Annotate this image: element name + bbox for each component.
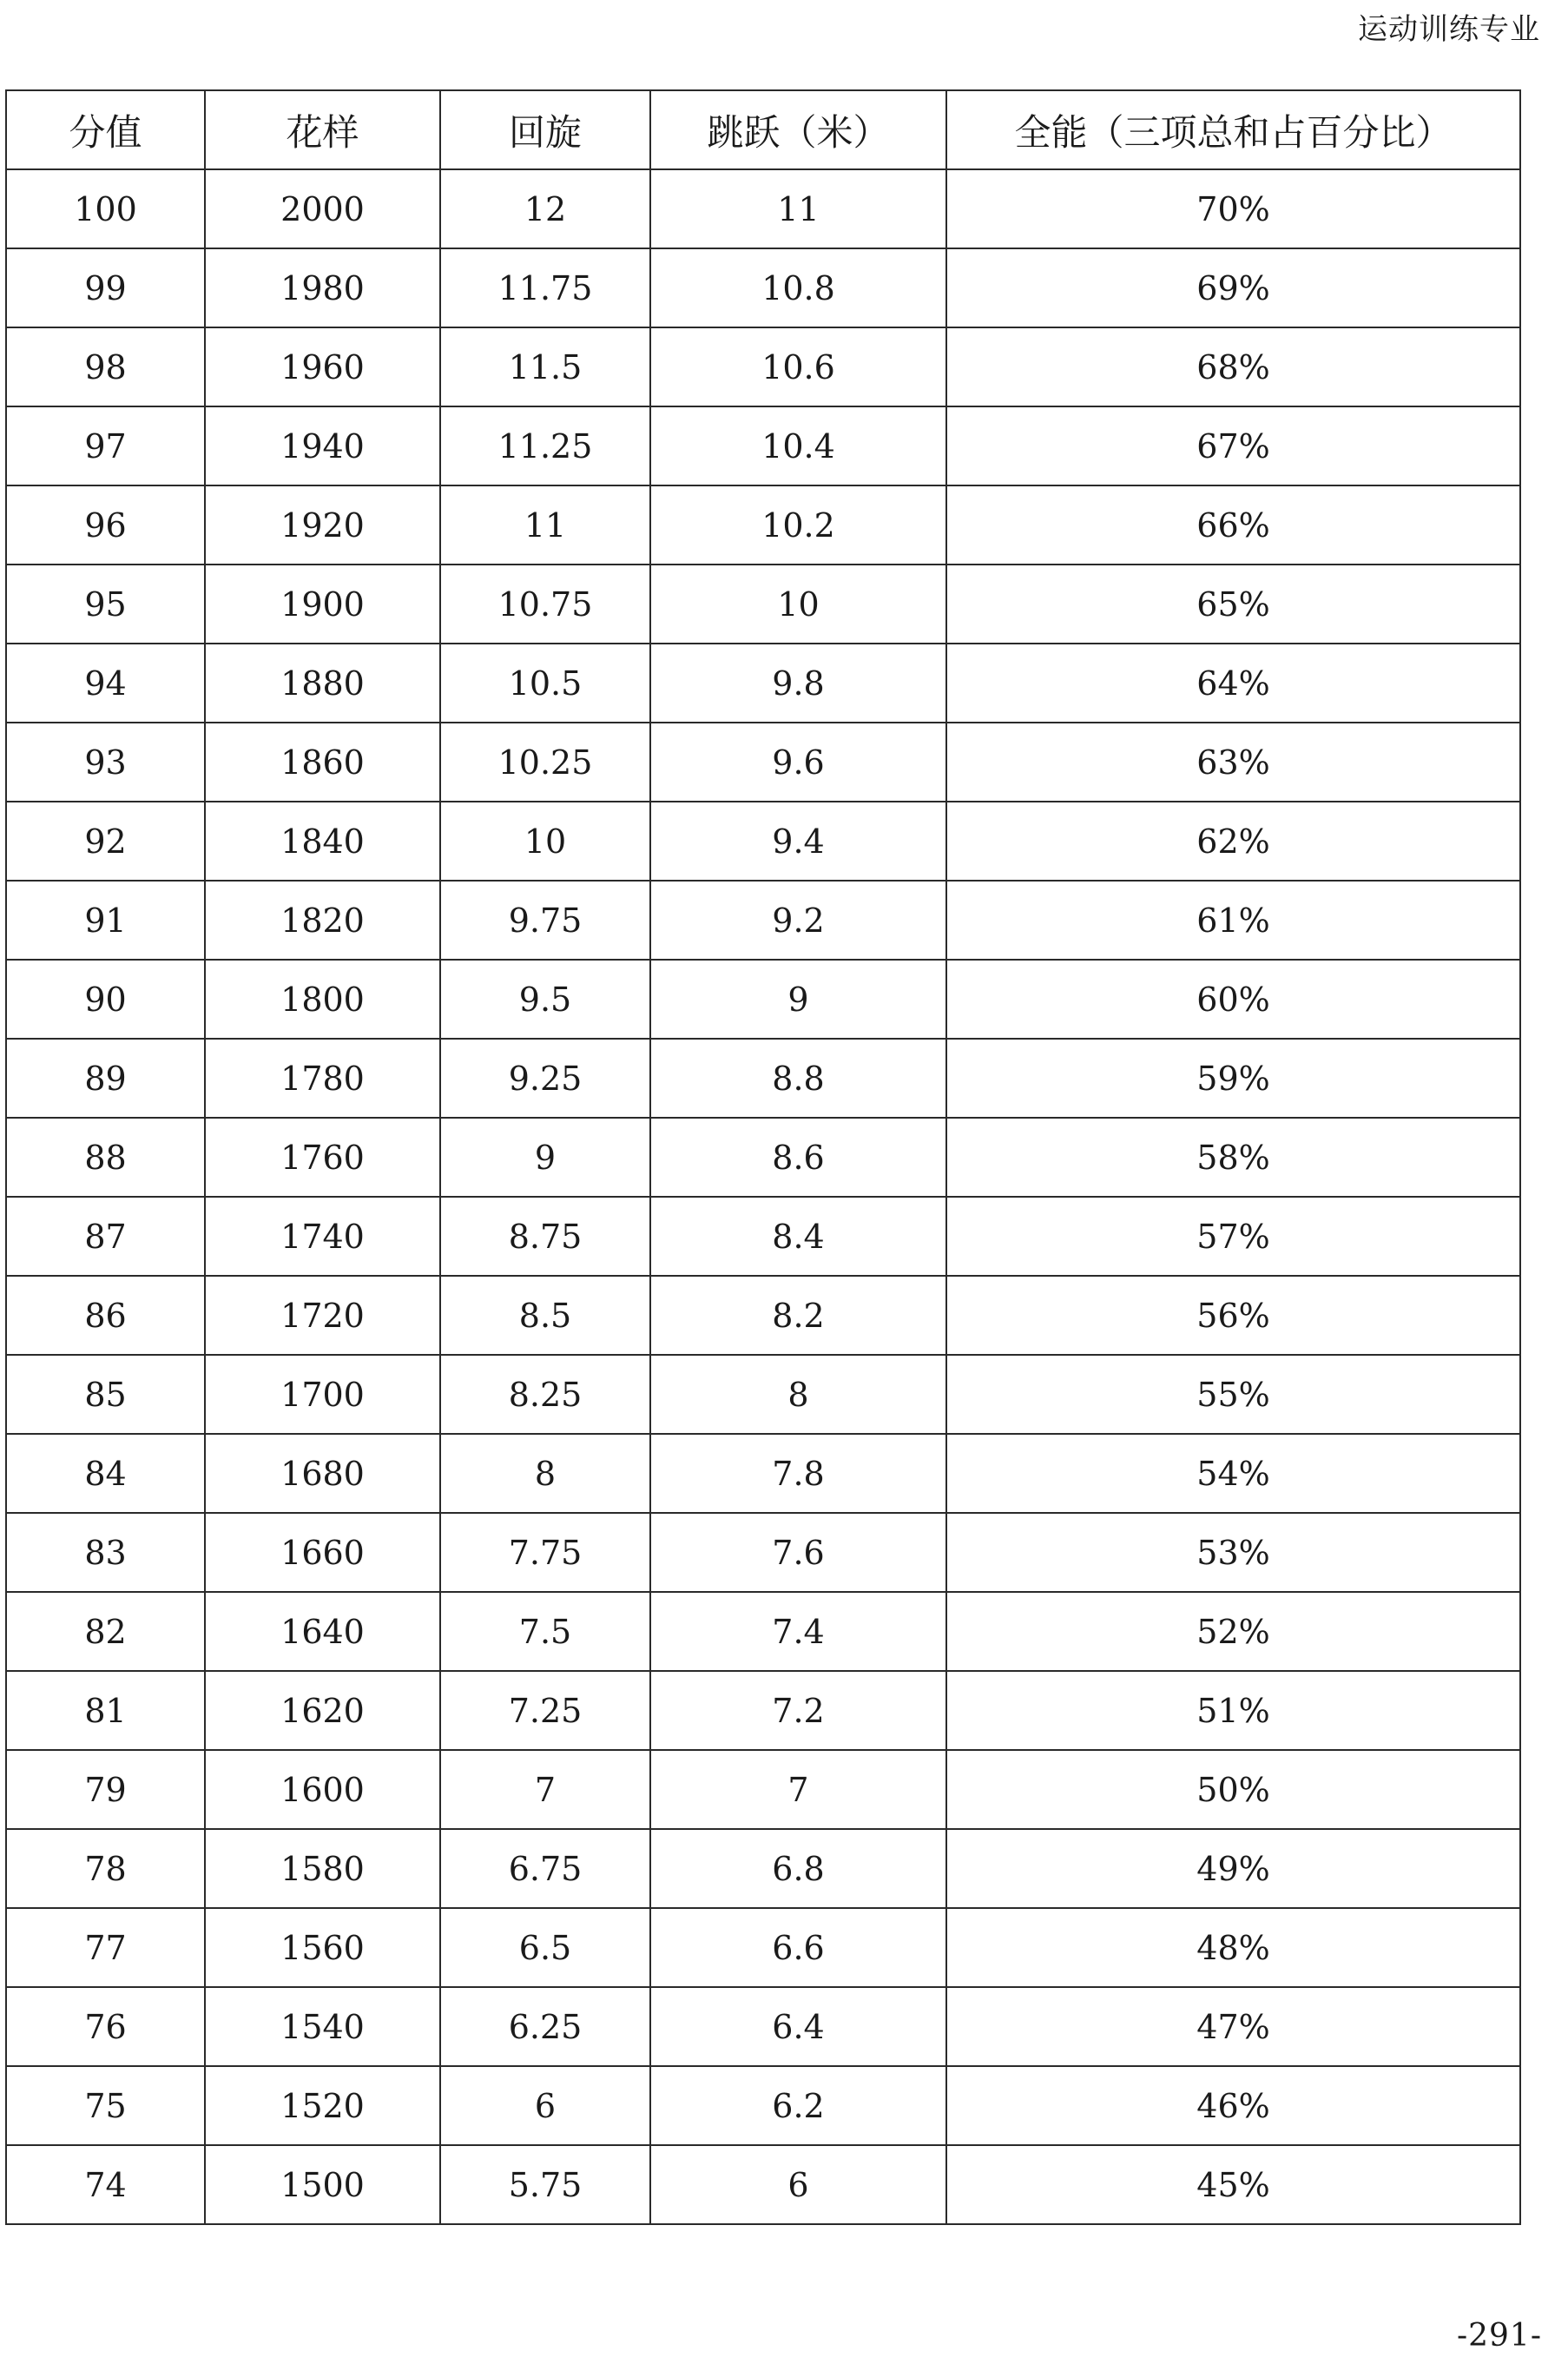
table-row (6, 248, 1520, 327)
cell-rotation: 10.25 (440, 723, 650, 802)
cell-rotation: 7 (440, 1750, 650, 1829)
cell-score: 91 (6, 881, 205, 960)
cell-all-round: 50% (946, 1750, 1520, 1829)
cell-pattern: 1700 (205, 1355, 440, 1434)
cell-score: 92 (6, 802, 205, 881)
table-row (6, 485, 1520, 565)
table-row (6, 723, 1520, 802)
cell-all-round: 52% (946, 1592, 1520, 1671)
cell-rotation: 8.5 (440, 1276, 650, 1355)
cell-jump: 8 (650, 1355, 946, 1434)
cell-jump: 8.4 (650, 1197, 946, 1276)
column-header-rotation: 回旋 (440, 90, 650, 169)
cell-score: 82 (6, 1592, 205, 1671)
cell-pattern: 1820 (205, 881, 440, 960)
cell-pattern: 1940 (205, 406, 440, 485)
cell-all-round: 61% (946, 881, 1520, 960)
table-row (6, 802, 1520, 881)
cell-jump: 10.2 (650, 485, 946, 565)
cell-pattern: 1840 (205, 802, 440, 881)
cell-pattern: 1900 (205, 565, 440, 644)
cell-jump: 7.4 (650, 1592, 946, 1671)
cell-pattern: 1860 (205, 723, 440, 802)
cell-rotation: 9 (440, 1118, 650, 1197)
cell-pattern: 2000 (205, 169, 440, 248)
cell-pattern: 1780 (205, 1039, 440, 1118)
cell-rotation: 10 (440, 802, 650, 881)
cell-jump: 9.6 (650, 723, 946, 802)
cell-rotation: 11 (440, 485, 650, 565)
table-row (6, 2145, 1520, 2224)
cell-all-round: 56% (946, 1276, 1520, 1355)
cell-jump: 7.6 (650, 1513, 946, 1592)
cell-rotation: 6.75 (440, 1829, 650, 1908)
cell-score: 85 (6, 1355, 205, 1434)
table-row (6, 169, 1520, 248)
table-row (6, 1829, 1520, 1908)
cell-pattern: 1920 (205, 485, 440, 565)
cell-jump: 10.4 (650, 406, 946, 485)
cell-score: 77 (6, 1908, 205, 1987)
cell-jump: 10.6 (650, 327, 946, 406)
table-row (6, 1750, 1520, 1829)
table-row (6, 644, 1520, 723)
cell-score: 98 (6, 327, 205, 406)
cell-all-round: 47% (946, 1987, 1520, 2066)
cell-score: 78 (6, 1829, 205, 1908)
table-row (6, 406, 1520, 485)
cell-score: 89 (6, 1039, 205, 1118)
cell-jump: 9.8 (650, 644, 946, 723)
cell-pattern: 1640 (205, 1592, 440, 1671)
cell-jump: 11 (650, 169, 946, 248)
cell-rotation: 7.25 (440, 1671, 650, 1750)
table-row (6, 1987, 1520, 2066)
cell-score: 94 (6, 644, 205, 723)
cell-rotation: 11.25 (440, 406, 650, 485)
cell-all-round: 65% (946, 565, 1520, 644)
cell-all-round: 45% (946, 2145, 1520, 2224)
cell-rotation: 11.75 (440, 248, 650, 327)
table-row (6, 1118, 1520, 1197)
table-row (6, 1434, 1520, 1513)
cell-all-round: 51% (946, 1671, 1520, 1750)
cell-rotation: 9.75 (440, 881, 650, 960)
cell-all-round: 60% (946, 960, 1520, 1039)
cell-jump: 10 (650, 565, 946, 644)
table-row (6, 327, 1520, 406)
cell-jump: 9.4 (650, 802, 946, 881)
cell-all-round: 58% (946, 1118, 1520, 1197)
table-row (6, 565, 1520, 644)
table-row (6, 881, 1520, 960)
running-header: 运动训练专业 (1358, 12, 1540, 47)
cell-rotation: 10.5 (440, 644, 650, 723)
cell-pattern: 1620 (205, 1671, 440, 1750)
cell-jump: 8.2 (650, 1276, 946, 1355)
cell-rotation: 9.25 (440, 1039, 650, 1118)
table-row (6, 1355, 1520, 1434)
table-row (6, 1671, 1520, 1750)
cell-jump: 9 (650, 960, 946, 1039)
cell-all-round: 46% (946, 2066, 1520, 2145)
table-row (6, 1039, 1520, 1118)
cell-jump: 6.4 (650, 1987, 946, 2066)
table-row (6, 1908, 1520, 1987)
cell-all-round: 62% (946, 802, 1520, 881)
table-row (6, 1592, 1520, 1671)
column-header-all-round: 全能（三项总和占百分比） (946, 90, 1520, 169)
cell-rotation: 8.75 (440, 1197, 650, 1276)
cell-score: 81 (6, 1671, 205, 1750)
cell-score: 86 (6, 1276, 205, 1355)
cell-jump: 6.8 (650, 1829, 946, 1908)
cell-score: 84 (6, 1434, 205, 1513)
page-number: -291- (1456, 2318, 1542, 2354)
cell-score: 76 (6, 1987, 205, 2066)
cell-pattern: 1560 (205, 1908, 440, 1987)
cell-score: 87 (6, 1197, 205, 1276)
cell-jump: 7.8 (650, 1434, 946, 1513)
table-row (6, 1513, 1520, 1592)
cell-score: 74 (6, 2145, 205, 2224)
cell-rotation: 7.5 (440, 1592, 650, 1671)
cell-all-round: 53% (946, 1513, 1520, 1592)
cell-pattern: 1520 (205, 2066, 440, 2145)
cell-rotation: 7.75 (440, 1513, 650, 1592)
cell-pattern: 1680 (205, 1434, 440, 1513)
cell-pattern: 1880 (205, 644, 440, 723)
cell-jump: 7.2 (650, 1671, 946, 1750)
column-header-score: 分值 (6, 90, 205, 169)
cell-jump: 6.6 (650, 1908, 946, 1987)
cell-all-round: 57% (946, 1197, 1520, 1276)
cell-pattern: 1760 (205, 1118, 440, 1197)
cell-all-round: 69% (946, 248, 1520, 327)
cell-all-round: 59% (946, 1039, 1520, 1118)
cell-score: 83 (6, 1513, 205, 1592)
cell-rotation: 5.75 (440, 2145, 650, 2224)
cell-pattern: 1580 (205, 1829, 440, 1908)
cell-rotation: 6.25 (440, 1987, 650, 2066)
table-row (6, 1276, 1520, 1355)
cell-score: 100 (6, 169, 205, 248)
cell-jump: 6 (650, 2145, 946, 2224)
table-row (6, 1197, 1520, 1276)
cell-all-round: 64% (946, 644, 1520, 723)
table-header-row (6, 90, 1520, 169)
cell-score: 97 (6, 406, 205, 485)
cell-score: 99 (6, 248, 205, 327)
cell-score: 90 (6, 960, 205, 1039)
cell-score: 75 (6, 2066, 205, 2145)
table-body (6, 169, 1520, 2224)
cell-all-round: 49% (946, 1829, 1520, 1908)
table-row (6, 960, 1520, 1039)
cell-jump: 9.2 (650, 881, 946, 960)
cell-score: 93 (6, 723, 205, 802)
cell-score: 79 (6, 1750, 205, 1829)
cell-rotation: 12 (440, 169, 650, 248)
cell-all-round: 67% (946, 406, 1520, 485)
cell-score: 95 (6, 565, 205, 644)
cell-all-round: 55% (946, 1355, 1520, 1434)
column-header-jump: 跳跃（米） (650, 90, 946, 169)
cell-pattern: 1540 (205, 1987, 440, 2066)
cell-all-round: 68% (946, 327, 1520, 406)
cell-all-round: 54% (946, 1434, 1520, 1513)
cell-all-round: 63% (946, 723, 1520, 802)
column-header-pattern: 花样 (205, 90, 440, 169)
cell-pattern: 1500 (205, 2145, 440, 2224)
cell-pattern: 1800 (205, 960, 440, 1039)
cell-pattern: 1960 (205, 327, 440, 406)
cell-score: 88 (6, 1118, 205, 1197)
cell-rotation: 8 (440, 1434, 650, 1513)
cell-rotation: 6 (440, 2066, 650, 2145)
cell-rotation: 10.75 (440, 565, 650, 644)
score-table (5, 89, 1521, 2225)
cell-all-round: 48% (946, 1908, 1520, 1987)
cell-pattern: 1720 (205, 1276, 440, 1355)
cell-score: 96 (6, 485, 205, 565)
cell-pattern: 1980 (205, 248, 440, 327)
cell-jump: 8.6 (650, 1118, 946, 1197)
cell-pattern: 1740 (205, 1197, 440, 1276)
cell-jump: 10.8 (650, 248, 946, 327)
table-row (6, 2066, 1520, 2145)
cell-all-round: 66% (946, 485, 1520, 565)
cell-rotation: 6.5 (440, 1908, 650, 1987)
cell-all-round: 70% (946, 169, 1520, 248)
cell-rotation: 11.5 (440, 327, 650, 406)
cell-pattern: 1600 (205, 1750, 440, 1829)
cell-jump: 8.8 (650, 1039, 946, 1118)
cell-rotation: 9.5 (440, 960, 650, 1039)
cell-rotation: 8.25 (440, 1355, 650, 1434)
cell-pattern: 1660 (205, 1513, 440, 1592)
cell-jump: 6.2 (650, 2066, 946, 2145)
cell-jump: 7 (650, 1750, 946, 1829)
